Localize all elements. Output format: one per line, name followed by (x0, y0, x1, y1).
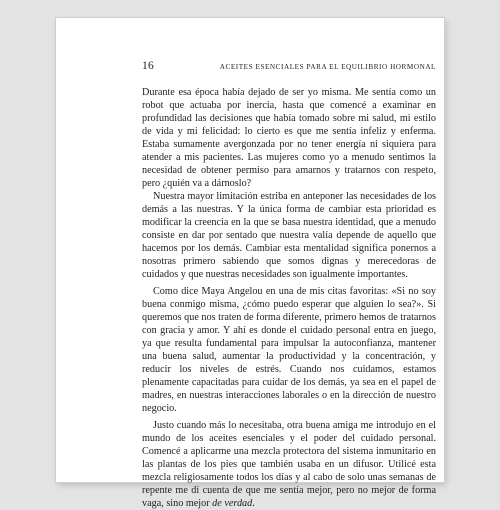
book-page (56, 18, 444, 509)
running-header (142, 60, 436, 73)
body-text (142, 86, 436, 510)
paragraph-end: . (252, 498, 255, 509)
paragraph (142, 419, 436, 510)
emphasis-text: de verdad (212, 498, 253, 509)
paragraph-text: Justo cuando más lo necesitaba, otra buena amiga me introdujo en el mundo de los aceites esenciales y el poder del cuidado personal. Comencé a aplicarme una mezcla protectora del sistema inmunitario en las plantas de los pies que también usaba en un difusor. Utilicé esta mezcla religiosamente todos los días y al cabo de solo unas semanas de repente me di cuenta de que me sentía mejor, pero no mejor de forma vaga, sino mejor (142, 420, 436, 509)
page-number: 16 (142, 60, 154, 72)
paragraph: Como dice Maya Angelou en una de mis citas favoritas: «Si no soy buena conmigo misma, ¿cómo puedo esperar que alguien lo sea?». Si queremos que nos traten de forma diferente, primero hemos de tratarnos con gracia y amor. Y ahí es donde el cuidado personal entra en juego, ya que resulta fundamental para impulsar la autoconfianza, mantener una buena salud, aumentar la productividad y la concentración, y reducir los niveles de estrés. Cuando nos cuidamos, estamos plenamente capacitadas para cuidar de los demás, ya sea en el papel de madres, en nuestras interacciones laborales o en la dirección de nuestro negocio. (142, 286, 436, 414)
running-title: ACEITES ESENCIALES PARA EL EQUILIBRIO HORMONAL (219, 63, 436, 71)
paragraph: Nuestra mayor limitación estriba en anteponer las necesidades de los demás a las nuestras. Y la única forma de cambiar esta prioridad es modificar la creencia en la que se basa nuestra identidad, que a menudo consiste en dar por sentado que nuestra valía depende de aquello que hacemos por los demás. Cambiar esta mentalidad significa ponernos a nosotras primero sabiendo que somos dignas y merecedoras de cuidados y que nuestras necesidades son igualmente importantes. (142, 191, 436, 280)
paragraph: Durante esa época había dejado de ser yo misma. Me sentía como un robot que actuaba por inercia, hasta que comencé a examinar en profundidad las decisiones que había tomado sobre mi salud, mi estilo de vida y mi felicidad: lo cierto es que me sentía infeliz y enferma. Estaba sumamente avergonzada por no tener energía ni siquiera para atender a mis pacientes. Las mujeres como yo a menudo sentimos la necesidad de obtener permiso para amarnos y tratarnos con respeto, pero ¿quién va a dárnoslo? (142, 87, 436, 189)
